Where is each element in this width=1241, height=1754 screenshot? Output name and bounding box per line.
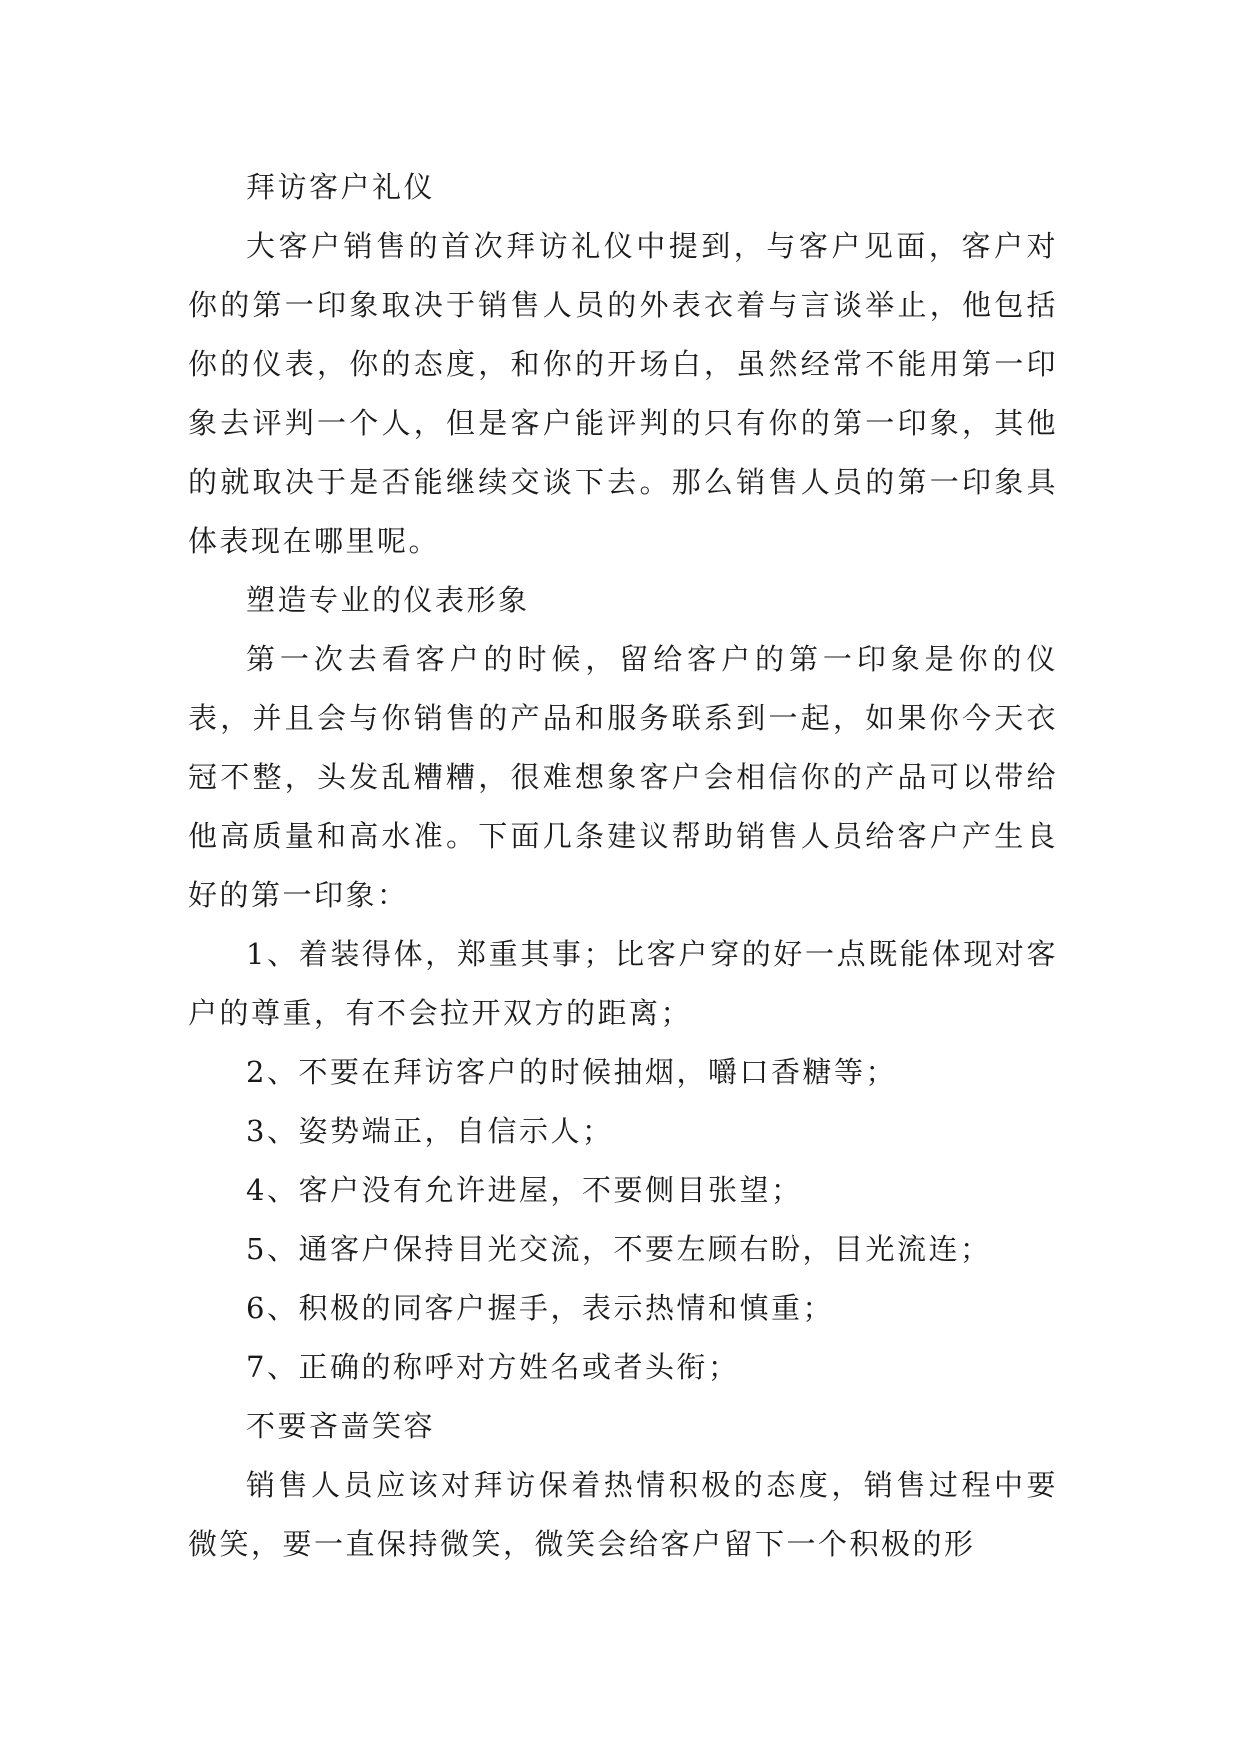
document-title: 拜访客户礼仪 (246, 170, 436, 204)
intro-paragraph: 大客户销售的首次拜访礼仪中提到，与客户见面，客户对你的第一印象取决于销售人员的外表衣着与言谈举止，他包括你的仪表，你的态度，和你的开场白，虽然经常不能用第一印象去评判一个人，但是客户能评判的只有你的第一印象，其他的就取决于是否能继续交谈下去。那么销售人员的第一印象具体表现在哪里呢。 (188, 229, 1058, 558)
section-heading-appearance: 塑造专业的仪表形象 (246, 583, 530, 617)
list-item: 4、客户没有允许进屋，不要侧目张望； (246, 1173, 803, 1207)
list-item: 2、不要在拜访客户的时候抽烟，嚼口香糖等； (246, 1055, 897, 1089)
section-heading-smile: 不要吝啬笑容 (246, 1409, 436, 1443)
smile-paragraph: 销售人员应该对拜访保着热情积极的态度，销售过程中要微笑，要一直保持微笑，微笑会给客户留下一个积极的形 (188, 1468, 1058, 1561)
document-body (188, 158, 1058, 1574)
list-item: 6、积极的同客户握手，表示热情和慎重； (246, 1291, 834, 1325)
list-item: 7、正确的称呼对方姓名或者头衔； (246, 1350, 740, 1384)
list-item: 3、姿势端正，自信示人； (246, 1114, 614, 1148)
appearance-paragraph: 第一次去看客户的时候，留给客户的第一印象是你的仪表，并且会与你销售的产品和服务联系到一起，如果你今天衣冠不整，头发乱糟糟，很难想象客户会相信你的产品可以带给他高质量和高水准。下面几条建议帮助销售人员给客户产生良好的第一印象： (188, 642, 1058, 912)
list-item: 1、着装得体，郑重其事；比客户穿的好一点既能体现对客户的尊重，有不会拉开双方的距离； (188, 937, 1058, 1030)
list-item: 5、通客户保持目光交流，不要左顾右盼，目光流连； (246, 1232, 992, 1266)
